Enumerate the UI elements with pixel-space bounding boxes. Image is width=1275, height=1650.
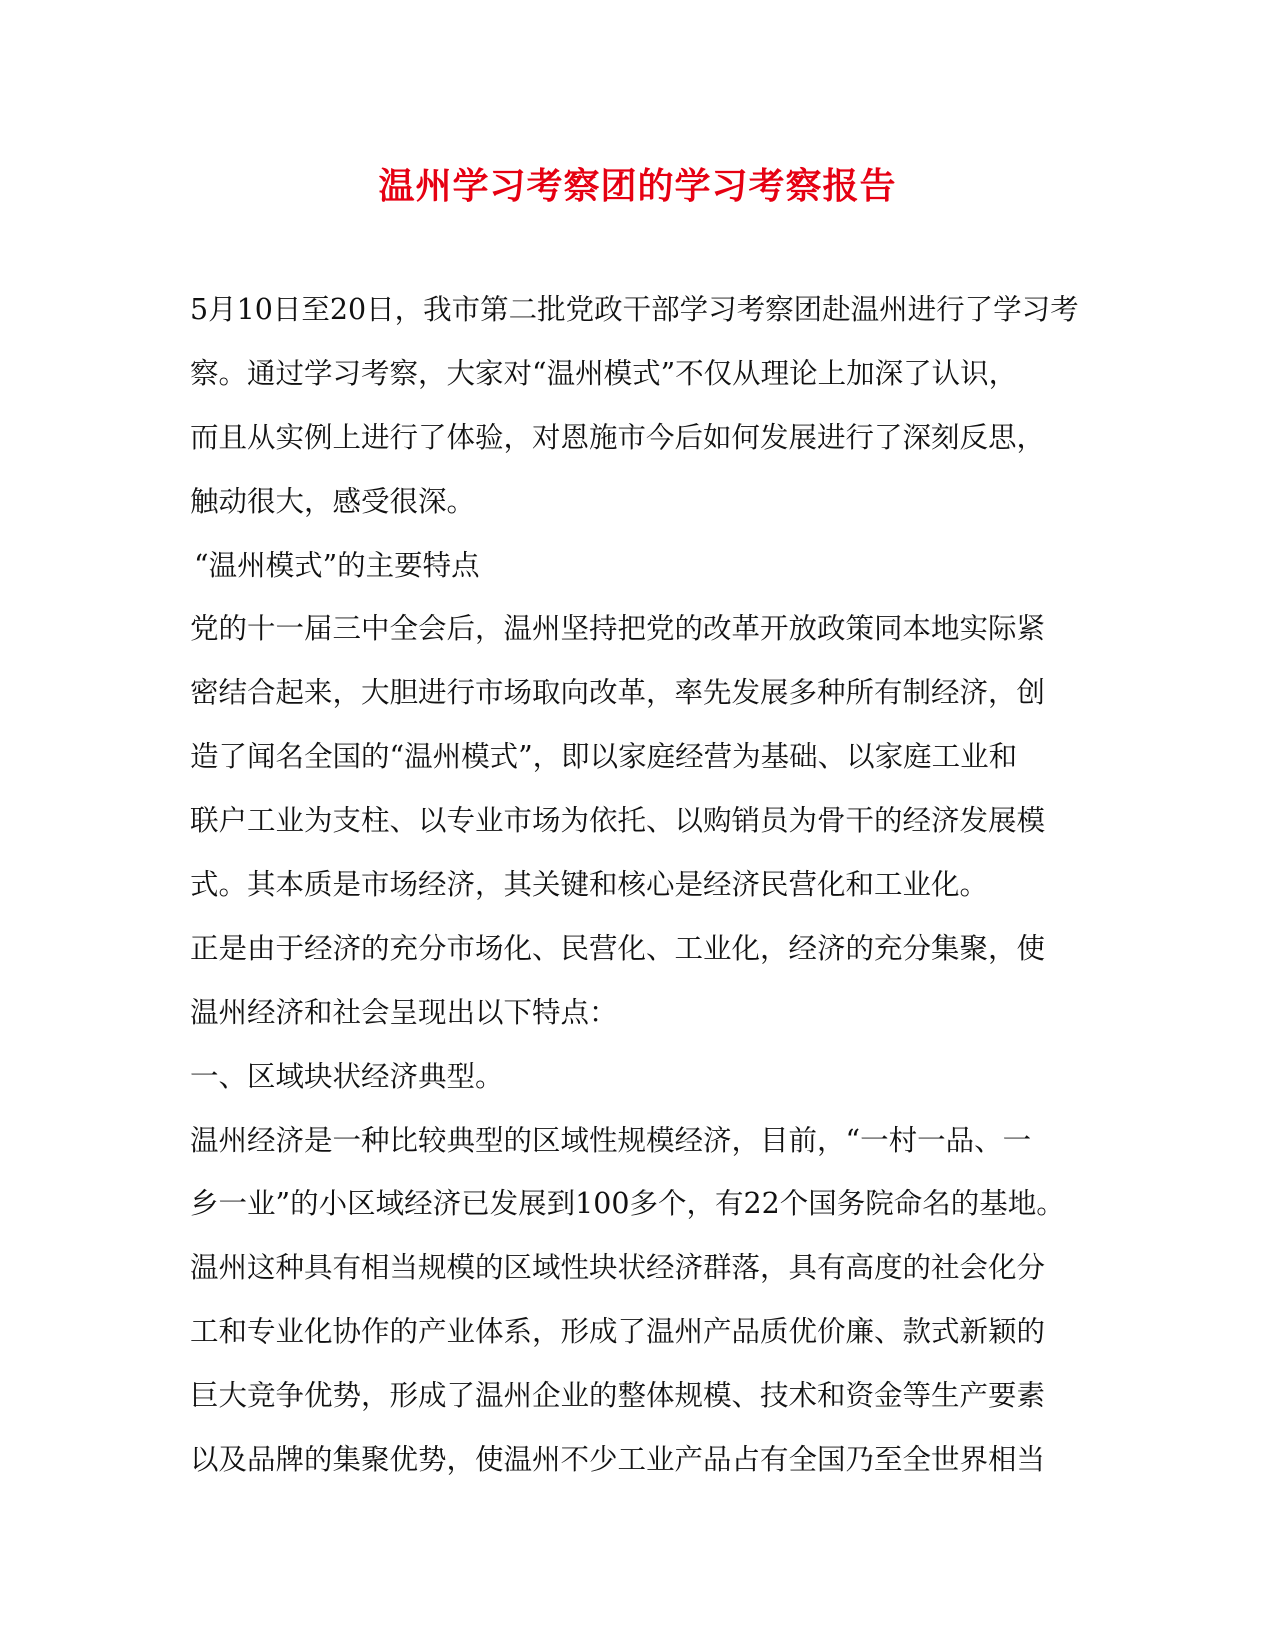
body-line: 而且从实例上进行了体验，对恩施市今后如何发展进行了深刻反思， [190, 420, 1046, 454]
body-line: 触动很大，感受很深。 [190, 484, 476, 518]
section-heading: “温州模式”的主要特点 [194, 548, 480, 582]
body-line: 温州经济和社会呈现出以下特点： [190, 995, 618, 1029]
body-line: 乡一业”的小区域经济已发展到100多个，有22个国务院命名的基地。 [190, 1187, 1065, 1221]
body-line: 密结合起来，大胆进行市场取向改革，率先发展多种所有制经济，创 [190, 676, 1046, 710]
body-line: 5月10日至20日，我市第二批党政干部学习考察团赴温州进行了学习考 [190, 293, 1079, 326]
body-line: 察。通过学习考察，大家对“温州模式”不仅从理论上加深了认识， [190, 356, 1018, 390]
body-line: 联户工业为支柱、以专业市场为依托、以购销员为骨干的经济发展模 [190, 804, 1046, 838]
body-line: 式。其本质是市场经济，其关键和核心是经济民营化和工业化。 [190, 868, 989, 902]
document-body [190, 278, 1090, 1492]
body-line: 造了闻名全国的“温州模式”，即以家庭经营为基础、以家庭工业和 [190, 740, 1018, 774]
body-line: 以及品牌的集聚优势，使温州不少工业产品占有全国乃至全世界相当 [190, 1443, 1046, 1477]
body-line: 正是由于经济的充分市场化、民营化、工业化，经济的充分集聚，使 [190, 931, 1046, 965]
body-line: 巨大竞争优势，形成了温州企业的整体规模、技术和资金等生产要素 [190, 1379, 1046, 1413]
body-line: 温州经济是一种比较典型的区域性规模经济，目前，“一村一品、一 [190, 1123, 1032, 1157]
subsection-heading: 一、区域块状经济典型。 [190, 1059, 504, 1093]
body-line: 党的十一届三中全会后，温州坚持把党的改革开放政策同本地实际紧 [190, 612, 1046, 646]
body-line: 工和专业化协作的产业体系，形成了温州产品质优价廉、款式新颖的 [190, 1315, 1046, 1349]
document-title: 温州学习考察团的学习考察报告 [378, 165, 897, 207]
body-line: 温州这种具有相当规模的区域性块状经济群落，具有高度的社会化分 [190, 1251, 1046, 1285]
